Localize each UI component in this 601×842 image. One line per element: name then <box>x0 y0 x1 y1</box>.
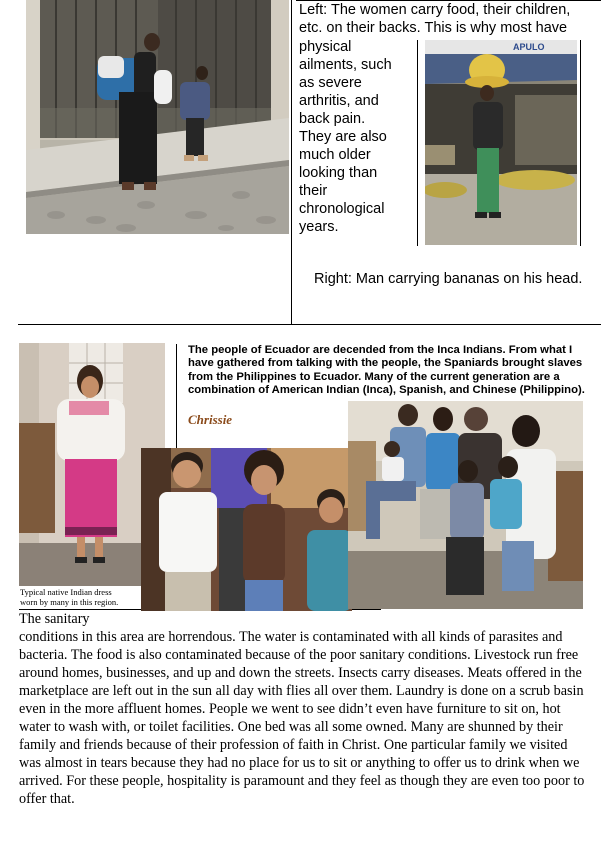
caption-left-line1: Left: The women carry food, their children, <box>299 2 571 18</box>
ecuador-heading: The people of Ecuador are decended from the Inca Indians. From what I have gathered from talking with the people, the Spaniards brought slaves from the Philippines to Ecuador. Many of the current generation are a combination of American Indian (Inca), Spanish, and Chinese (Philippino). <box>188 344 585 397</box>
photo-family-group <box>348 401 583 609</box>
caption-column-line: their <box>299 183 328 199</box>
caption-column-line: years. <box>299 219 339 235</box>
dress-caption-line2: worn by many in this region. <box>20 597 119 607</box>
caption-left-line2: etc. on their backs. This is why most have <box>299 20 568 36</box>
photo-woman-carrying-bundle <box>26 0 289 234</box>
dress-caption-line1: Typical native Indian dress <box>20 587 112 597</box>
photo-man-carrying-bananas <box>425 40 577 245</box>
heading-left-rule <box>176 344 177 448</box>
caption-column-line: ailments, such <box>299 57 392 73</box>
caption-column-line: looking than <box>299 165 378 181</box>
banana-photo-right-rule <box>580 40 581 246</box>
section-divider <box>18 324 601 325</box>
caption-column-line: chronological <box>299 201 385 217</box>
caption-right: Right: Man carrying bananas on his head. <box>314 271 583 287</box>
caption-column-line: arthritis, and <box>299 93 379 109</box>
caption-left-column <box>299 38 417 236</box>
body-paragraph-text: conditions in this area are horrendous. The water is contaminated with all kinds of parasites and bacteria. The food is also contaminated because of the poor sanitary conditions. Livestock run free around homes, businesses, and up and down the streets. Insects carry diseases. Meats offered in the marketplace are left out in the sun all day with flies all over them. Laundry is done on a scrub basin even in the more affluent homes. People we went to see didn’t even have furniture to sit on, hot water to wash with, or toilet facilities. One bed was all some owned. Many are shunned by their family and friends because of their profession of faith in Christ. One particular family we visited was almost in tears because they had no place for us to sit or anything to offer us to drink when we arrived. For these people, hospitality is paramount and they feel as though they are even too poor to offer that. <box>19 629 585 807</box>
signature-chrissie: Chrissie <box>188 412 233 427</box>
banana-photo-sign: APULO <box>513 42 545 52</box>
caption-column-line: as severe <box>299 75 362 91</box>
dress-caption <box>19 586 144 609</box>
caption-column-line: They are also <box>299 129 387 145</box>
caption-column-line: back pain. <box>299 111 366 127</box>
caption-column-line: much older <box>299 147 371 163</box>
photo-three-children <box>141 448 352 611</box>
caption-column-line: physical <box>299 39 352 55</box>
top-column-divider <box>291 0 292 325</box>
banana-photo-left-rule <box>417 40 418 246</box>
body-paragraph <box>19 628 589 808</box>
body-first-line: The sanitary <box>19 611 90 627</box>
